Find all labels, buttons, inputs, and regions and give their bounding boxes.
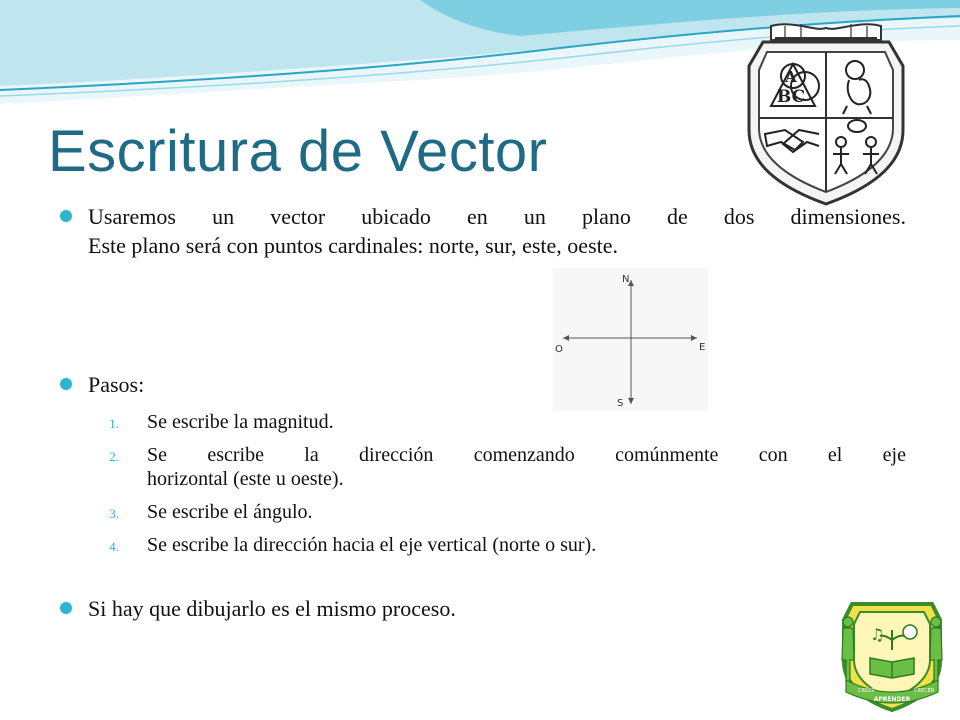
school-crest-bottom [840, 600, 944, 712]
step-3-number: 3. [109, 506, 119, 521]
compass-north-label: N [622, 274, 630, 285]
compass-east-label: E [699, 342, 706, 353]
step-2-line-1: Se escribe la dirección comenzando comúnmente con el eje [147, 444, 906, 466]
crest-letters-bc: BC [776, 87, 806, 107]
slide-title: Escritura de Vector [48, 119, 548, 184]
banner-right-text: CRECER [914, 688, 935, 694]
bullet-dot [60, 210, 72, 222]
bullet-2-text: Pasos: [88, 372, 145, 397]
bullet-1-line-1: Usaremos un vector ubicado en un plano de dos dimensiones. [88, 204, 906, 229]
step-1-text: Se escribe la magnitud. [147, 411, 334, 433]
step-2-number: 2. [109, 449, 119, 464]
compass-south-label: S [617, 398, 624, 409]
compass-diagram [553, 268, 708, 411]
soccer-ball-icon [903, 625, 917, 639]
music-note-icon: ♫ [870, 625, 885, 644]
crest-letter-a: A [785, 68, 797, 86]
bullet-3-text: Si hay que dibujarlo es el mismo proceso. [88, 596, 456, 621]
bullet-dot [60, 378, 72, 390]
banner-center-text: APRENDER [873, 696, 911, 703]
step-3-text: Se escribe el ángulo. [147, 501, 313, 523]
compass-west-label: O [555, 344, 563, 355]
bullet-dot [60, 602, 72, 614]
step-2-line-2: horizontal (este u oeste). [147, 468, 344, 490]
school-crest-top [745, 18, 907, 206]
bullet-1-line-2: Este plano será con puntos cardinales: norte, sur, este, oeste. [88, 233, 619, 258]
step-4-number: 4. [109, 539, 119, 554]
banner-left-text: CREER [858, 688, 875, 694]
step-4-text: Se escribe la dirección hacia el eje vertical (norte o sur). [147, 534, 597, 556]
step-1-number: 1. [109, 416, 119, 431]
